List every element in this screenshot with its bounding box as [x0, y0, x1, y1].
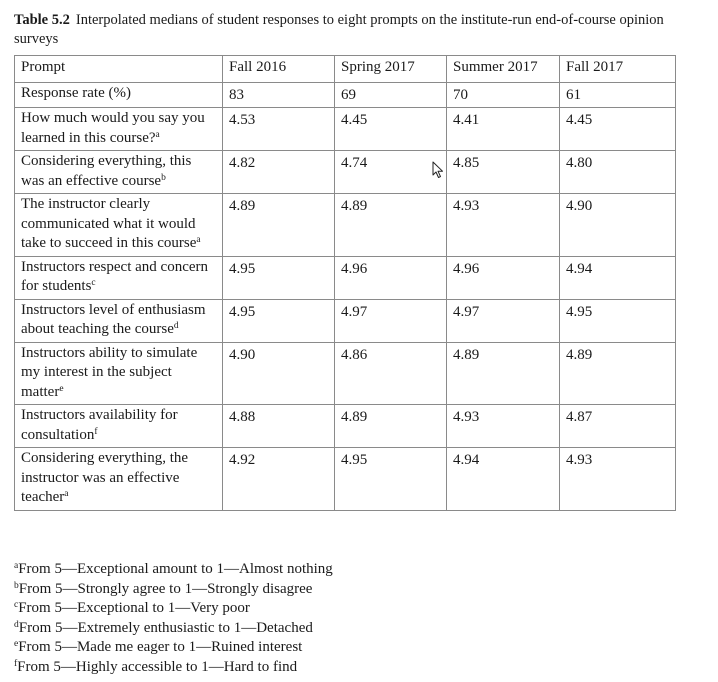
value-cell: 4.96: [335, 256, 447, 299]
footnote-mark: a: [196, 235, 201, 245]
table-row: [15, 256, 676, 299]
footnotes: [14, 560, 333, 678]
prompt-text: Instructors respect and concern for students: [21, 258, 209, 294]
prompt-cell: [15, 405, 223, 448]
table-caption: [14, 11, 674, 49]
value-cell: 4.96: [447, 256, 560, 299]
footnote-mark: b: [14, 580, 19, 591]
value-cell: 4.97: [447, 299, 560, 342]
footnote-text: From 5—Exceptional to 1—Very poor: [18, 600, 250, 617]
footnote-mark: b: [161, 172, 166, 183]
table-row: [15, 108, 676, 151]
value-cell: 4.87: [560, 405, 676, 448]
prompt-cell: [15, 448, 223, 511]
prompt-text: Considering everything, this was an effective course: [21, 153, 192, 189]
column-header-summer-2017: Summer 2017: [447, 56, 560, 83]
value-cell: 4.89: [447, 342, 560, 405]
mouse-pointer-icon: [432, 161, 444, 179]
value-cell: 4.97: [335, 299, 447, 342]
footnote-mark: a: [14, 561, 19, 571]
footnote-mark: a: [64, 489, 69, 499]
value-cell: 4.74: [335, 151, 447, 194]
value-cell: 4.93: [560, 448, 676, 511]
footnote: [14, 658, 333, 678]
prompt-cell: [15, 108, 223, 151]
value-cell: 4.80: [560, 151, 676, 194]
value-cell: 4.95: [335, 448, 447, 511]
value-cell: 4.93: [447, 405, 560, 448]
footnote: [14, 619, 333, 639]
footnote-text: From 5—Made me eager to 1—Ruined interest: [18, 639, 303, 656]
footnote-mark: e: [59, 383, 64, 394]
value-cell: 4.94: [560, 256, 676, 299]
footnote-text: From 5—Extremely enthusiastic to 1—Detached: [18, 619, 313, 636]
prompt-text: Instructors level of enthusiasm about teaching the course: [21, 301, 206, 337]
footnote: [14, 638, 333, 658]
value-cell: 4.41: [447, 108, 560, 151]
value-cell: 4.89: [560, 342, 676, 405]
value-cell: 4.92: [223, 448, 335, 511]
caption-text: Interpolated medians of student responses to eight prompts on the institute-run end-of-course opinion surveys: [14, 12, 664, 47]
value-cell: 4.93: [447, 194, 560, 257]
prompt-text: How much would you say you learned in this course?: [21, 110, 205, 146]
value-cell: 70: [447, 82, 560, 108]
column-header-fall-2017: Fall 2017: [560, 56, 676, 83]
prompt-cell: [15, 194, 223, 257]
footnote-mark: c: [14, 600, 19, 611]
value-cell: 4.88: [223, 405, 335, 448]
footnote-mark: d: [173, 321, 179, 331]
value-cell: 4.89: [335, 405, 447, 448]
value-cell: 83: [223, 82, 335, 108]
footnote: [14, 560, 333, 580]
prompt-text: Considering everything, the instructor was an effective teacher: [21, 450, 189, 505]
table-row: [15, 299, 676, 342]
prompt-text: Instructors availability for consultation: [21, 407, 178, 443]
table-row: [15, 194, 676, 257]
footnote-text: From 5—Exceptional amount to 1—Almost nothing: [18, 561, 333, 577]
column-header-prompt: Prompt: [15, 56, 223, 83]
prompt-cell: [15, 82, 223, 108]
footnote: [14, 599, 333, 619]
footnote-mark: a: [155, 129, 160, 140]
prompt-text: Instructors ability to simulate my interest in the subject matter: [21, 344, 198, 400]
footnote-text: From 5—Strongly agree to 1—Strongly disagree: [18, 580, 313, 597]
footnote-mark: e: [14, 639, 19, 650]
prompt-cell: [15, 299, 223, 342]
footnote-mark: d: [14, 619, 19, 630]
value-cell: 61: [560, 82, 676, 108]
value-cell: 4.95: [223, 299, 335, 342]
value-cell: 4.45: [560, 108, 676, 151]
footnote-mark: c: [91, 278, 96, 288]
value-cell: 4.82: [223, 151, 335, 194]
footnote: [14, 580, 333, 600]
value-cell: 4.90: [560, 194, 676, 257]
table-row: [15, 151, 676, 194]
prompt-text: The instructor clearly communicated what it would take to succeed in this course: [21, 196, 197, 251]
footnote-mark: f: [14, 658, 18, 669]
table-row: [15, 342, 676, 405]
prompt-cell: [15, 342, 223, 405]
value-cell: 4.53: [223, 108, 335, 151]
value-cell: 4.90: [223, 342, 335, 405]
value-cell: 4.95: [560, 299, 676, 342]
column-header-spring-2017: Spring 2017: [335, 56, 447, 83]
value-cell: 4.89: [223, 194, 335, 257]
value-cell: 4.89: [335, 194, 447, 257]
value-cell: 4.45: [335, 108, 447, 151]
value-cell: 69: [335, 82, 447, 108]
prompt-text: Response rate (%): [21, 84, 131, 101]
prompt-cell: [15, 151, 223, 194]
value-cell: 4.85: [447, 151, 560, 194]
footnote-mark: f: [94, 426, 98, 437]
table-row: [15, 405, 676, 448]
value-cell: 4.95: [223, 256, 335, 299]
prompt-cell: [15, 256, 223, 299]
value-cell: 4.86: [335, 342, 447, 405]
footnote-text: From 5—Highly accessible to 1—Hard to find: [17, 658, 298, 675]
column-header-fall-2016: Fall 2016: [223, 56, 335, 83]
survey-table: [14, 55, 676, 511]
table-label: Table 5.2: [14, 12, 70, 28]
table-row: [15, 82, 676, 108]
header-row: [15, 56, 676, 83]
value-cell: 4.94: [447, 448, 560, 511]
table-row: [15, 448, 676, 511]
